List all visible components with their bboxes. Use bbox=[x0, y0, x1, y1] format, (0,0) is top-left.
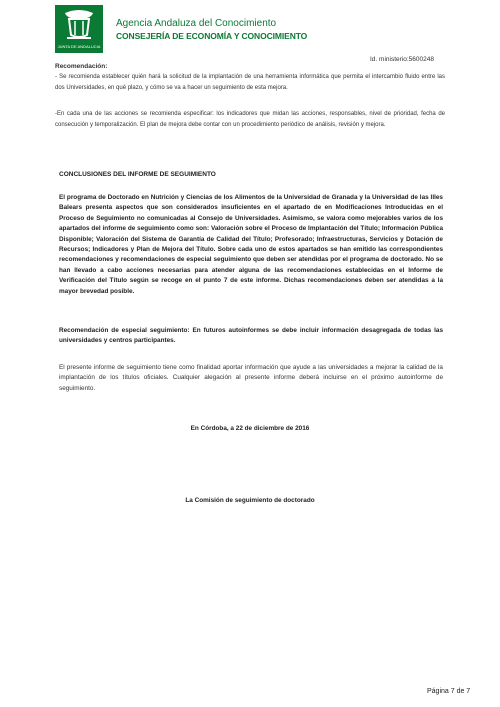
recommendation-label: Recomendación: bbox=[55, 63, 108, 70]
conclusions-title: CONCLUSIONES DEL INFORME DE SEGUIMIENTO bbox=[59, 171, 216, 178]
conclusions-paragraph-1: El programa de Doctorado en Nutrición y Ciencias de los Alimentos de la Universidad de Granada y la Universidad de las Illes Balears presenta aspectos que son considerados insuficientes en el apartado de en Modificaciones Introducidas en el Proceso de Seguimiento no comunicadas al Consejo de Universidades. Asimismo, se valora como mejorables varios de los apartados del informe de seguimiento como son: Valoración sobre el Proceso de Implantación del Título; Información Pública Disponible; Valoración del Sistema de Garantía de Calidad del Título; Profesorado; Infraestructuras, Servicios y Dotación de Recursos; Indicadores y Plan de Mejora del Título. Sobre cada uno de estos apartados se han emitido las correspondientes recomendaciones y recomendaciones de especial seguimiento que deben ser atendidas por el programa de doctorado. No se han llevado a cabo acciones necesarias para atender alguna de las recomendaciones establecidas en el Informe de Verificación del Título según se recoge en el punto 7 de este informe. Dichas recomendaciones deben ser atendidas a la mayor brevedad posible. bbox=[59, 194, 443, 295]
logo-caption: JUNTA DE ANDALUCIA bbox=[57, 44, 101, 49]
recommendation-text-2: -En cada una de las acciones se recomienda especificar: los indicadores que midan las acciones, responsables, nivel de prioridad, fecha de consecución y temporalización. El plan de mejora debe contar con un procedimiento periódico de análisis, revisión y mejora. bbox=[55, 111, 445, 128]
ministry-id: Id. ministerio:5600248 bbox=[370, 56, 434, 63]
signature-line: La Comisión de seguimiento de doctorado bbox=[185, 497, 315, 504]
consejeria-name: CONSEJERÍA DE ECONOMÍA Y CONOCIMIENTO bbox=[116, 31, 308, 41]
document-header bbox=[55, 5, 455, 55]
recommendation-text-1: - Se recomienda establecer quién hará la solicitud de la implantación de una herramienta informática que permita el intercambio fluido entre las dos Universidades, en qué plazo, y cómo se va a hacer un seguimiento de esta mejora. bbox=[55, 74, 445, 91]
junta-logo bbox=[55, 5, 103, 53]
page-number: Página 7 de 7 bbox=[427, 688, 471, 695]
agency-name: Agencia Andaluza del Conocimiento bbox=[116, 18, 277, 29]
conclusions-paragraph-2: Recomendación de especial seguimiento: En futuros autoinformes se debe incluir información desagregada de todas las universidades y centros participantes. bbox=[59, 327, 443, 345]
place-date: En Córdoba, a 22 de diciembre de 2016 bbox=[190, 425, 310, 432]
conclusions-paragraph-3: El presente informe de seguimiento tiene como finalidad aportar información que ayude a las universidades a mejorar la calidad de la implantación de los títulos oficiales. Cualquier alegación al presente informe deberá incluirse en el próximo autoinforme de seguimiento. bbox=[59, 364, 443, 392]
